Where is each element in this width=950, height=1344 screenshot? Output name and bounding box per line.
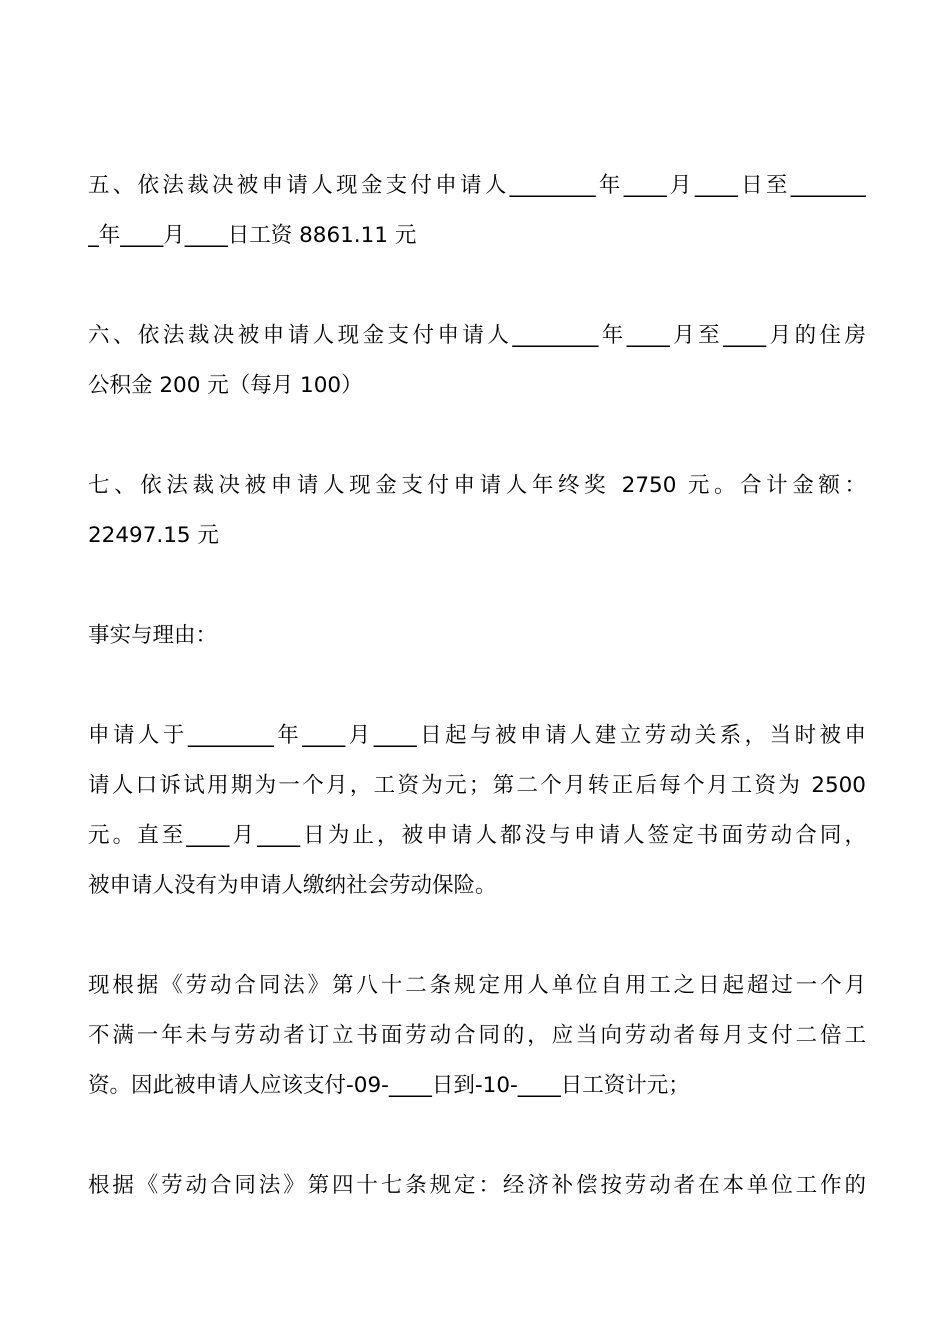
clause-7-line-1: 七、依法裁决被申请人现金支付申请人年终奖 2750 元。合计金额： [88, 473, 866, 498]
law-82-paragraph-line-1: 现根据《劳动合同法》第八十二条规定用人单位自用工之日起超过一个月 [88, 973, 866, 998]
facts-paragraph-line-1: 申请人于________年____月____日起与被申请人建立劳动关系，当时被申 [88, 723, 866, 748]
facts-paragraph-line-2: 请人口诉试用期为一个月，工资为元；第二个月转正后每个月工资为 2500 [88, 773, 866, 798]
clause-5-line-2: _年____月____日工资 8861.11 元 [88, 223, 417, 248]
clause-5-line-1: 五、依法裁决被申请人现金支付申请人________年____月____日至_______ [88, 173, 866, 198]
section-heading-facts-reasons: 事实与理由： [88, 623, 218, 648]
law-82-paragraph-line-2: 不满一年未与劳动者订立书面劳动合同的，应当向劳动者每月支付二倍工 [88, 1023, 866, 1048]
facts-paragraph-line-4: 被申请人没有为申请人缴纳社会劳动保险。 [88, 873, 497, 898]
law-82-paragraph-line-3: 资。因此被申请人应该支付-09-____日到-10-____日工资计元； [88, 1073, 690, 1098]
clause-6-line-1: 六、依法裁决被申请人现金支付申请人________年____月至____月的住房 [88, 323, 866, 348]
law-47-paragraph-line-1: 根据《劳动合同法》第四十七条规定：经济补偿按劳动者在本单位工作的 [88, 1173, 866, 1198]
clause-6-line-2: 公积金 200 元（每月 100） [88, 373, 363, 398]
clause-7-line-2: 22497.15 元 [88, 523, 219, 548]
facts-paragraph-line-3: 元。直至____月____日为止，被申请人都没与申请人签定书面劳动合同， [88, 823, 866, 848]
